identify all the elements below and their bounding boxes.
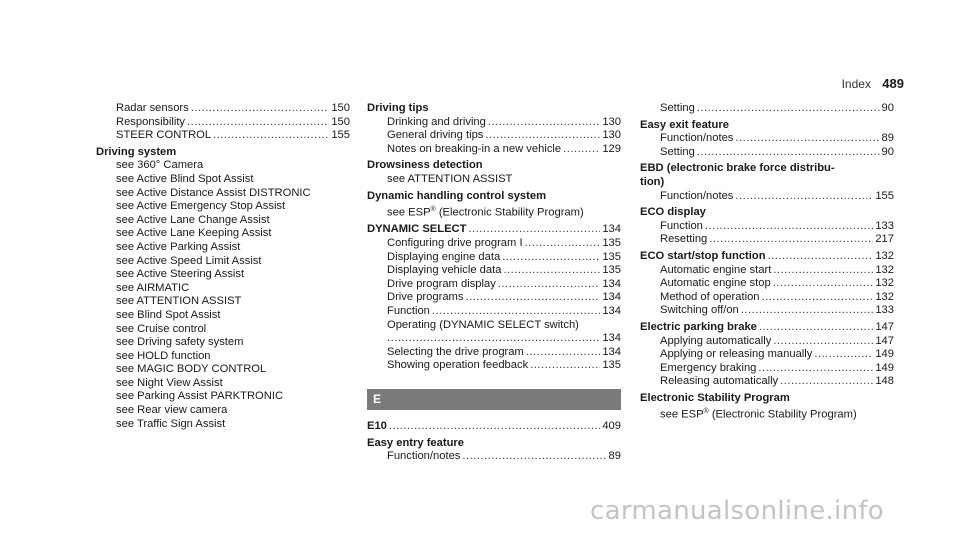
entry-page: 134 <box>602 223 621 236</box>
entry-text: Automatic engine start <box>660 263 772 276</box>
see-text: (Electronic Stability Program) <box>708 409 857 422</box>
index-heading: Easy exit feature <box>640 118 729 131</box>
index-entry <box>640 146 894 160</box>
entry-text: Switching off/on <box>660 304 739 317</box>
index-heading-entry <box>640 250 894 264</box>
entry-text: Drive program display <box>387 277 496 290</box>
entry-text: Displaying vehicle data <box>387 264 502 277</box>
see-item: see Blind Spot Assist <box>116 308 221 321</box>
entry-page: 148 <box>875 375 894 388</box>
see-item: see Parking Assist PARKTRONIC <box>116 390 284 403</box>
index-heading: Drowsiness detection <box>367 159 483 172</box>
entry-page: 409 <box>602 420 621 433</box>
entry-text: Resetting <box>660 233 708 246</box>
entry-page: 130 <box>602 115 621 128</box>
index-entry <box>367 237 621 251</box>
section-letter-bar: E <box>367 389 621 410</box>
registered-mark: ® <box>430 206 436 214</box>
see-item: see Traffic Sign Assist <box>116 417 226 430</box>
index-column-3 <box>640 102 894 423</box>
entry-text: ECO start/stop function <box>640 249 766 262</box>
index-heading: Driving tips <box>367 102 429 114</box>
registered-mark: ® <box>703 408 709 416</box>
entry-page: 147 <box>875 320 894 333</box>
see-item: see Active Lane Keeping Assist <box>116 227 272 240</box>
entry-page: 134 <box>602 345 621 358</box>
entry-text: Function <box>387 305 430 318</box>
see-item: see Active Lane Change Assist <box>116 213 270 226</box>
entry-page: 217 <box>875 233 894 246</box>
see-list <box>96 159 350 431</box>
index-entry <box>640 362 894 376</box>
index-entry <box>96 102 350 116</box>
entry-text: Responsibility <box>116 115 186 128</box>
index-entry <box>640 348 894 362</box>
entry-page: 135 <box>602 237 621 250</box>
entry-text: Setting <box>660 102 695 114</box>
entry-page: 135 <box>602 250 621 263</box>
index-entry <box>640 233 894 247</box>
header-page-number: 489 <box>882 76 904 91</box>
index-column-1 <box>96 102 350 431</box>
index-column-2 <box>367 102 621 464</box>
entry-page: 135 <box>602 359 621 372</box>
entry-page: 149 <box>875 348 894 361</box>
entry-text: Releasing automatically <box>660 375 779 388</box>
entry-text: Drinking and driving <box>387 115 486 128</box>
entry-page: 155 <box>875 189 894 202</box>
index-entry <box>367 278 621 292</box>
entry-text: Drive programs <box>387 291 464 304</box>
entry-text: General driving tips <box>387 129 484 142</box>
watermark: carmanualsonline.info <box>590 496 885 526</box>
index-entry <box>367 143 621 157</box>
index-heading-entry <box>640 321 894 335</box>
index-entry <box>640 304 894 318</box>
see-item: see Driving safety system <box>116 336 244 349</box>
see-item: see ATTENTION ASSIST <box>116 295 242 308</box>
see-item: see Active Parking Assist <box>116 240 241 253</box>
index-entry <box>367 291 621 305</box>
entry-text: Radar sensors <box>116 102 189 114</box>
entry-page: 150 <box>331 102 350 114</box>
entry-text: Configuring drive program I <box>387 237 523 250</box>
entry-page: 90 <box>881 145 894 158</box>
header-title: Index <box>841 77 871 91</box>
entry-page: 130 <box>602 129 621 142</box>
index-entry <box>367 129 621 143</box>
entry-page: 134 <box>602 332 621 345</box>
index-entry <box>367 116 621 130</box>
see-item: see Cruise control <box>116 322 207 335</box>
entry-text: Applying or releasing manually <box>660 348 813 361</box>
entry-text: Electric parking brake <box>640 320 757 333</box>
index-entry <box>640 102 894 116</box>
entry-page: 129 <box>602 142 621 155</box>
entry-page: 89 <box>881 132 894 145</box>
see-item: see AIRMATIC <box>116 281 190 294</box>
index-entry <box>367 264 621 278</box>
page-header <box>842 76 904 91</box>
entry-page: 132 <box>875 277 894 290</box>
entry-text: Emergency braking <box>660 361 757 374</box>
index-entry <box>640 375 894 389</box>
see-item: see Active Blind Spot Assist <box>116 172 254 185</box>
entry-page: 133 <box>875 219 894 232</box>
entry-text: Applying automatically <box>660 334 772 347</box>
index-heading: Electronic Stability Program <box>640 391 790 404</box>
entry-text: Operating (DYNAMIC SELECT switch) <box>387 318 579 331</box>
index-entry <box>367 359 621 373</box>
entry-text: Method of operation <box>660 290 760 303</box>
index-entry <box>96 129 350 143</box>
see-item: see Active Distance Assist DISTRONIC <box>116 186 311 199</box>
entry-page: 89 <box>608 450 621 463</box>
entry-page: 149 <box>875 361 894 374</box>
index-entry <box>640 335 894 349</box>
entry-page: 134 <box>602 291 621 304</box>
index-heading: Driving system <box>96 145 177 158</box>
entry-page: 155 <box>331 129 350 142</box>
entry-text: Showing operation feedback <box>387 359 529 372</box>
index-entry <box>640 264 894 278</box>
index-entry <box>367 251 621 265</box>
index-heading: ECO display <box>640 206 706 219</box>
index-heading: EBD (electronic brake force distribu- <box>640 162 835 175</box>
entry-page: 90 <box>881 102 894 114</box>
see-item <box>367 203 621 220</box>
see-item: see Active Steering Assist <box>116 268 245 281</box>
entry-text: E10 <box>367 420 387 433</box>
entry-text: Function/notes <box>387 450 461 463</box>
entry-page: 135 <box>602 264 621 277</box>
see-item: see Active Speed Limit Assist <box>116 254 262 267</box>
index-entry <box>96 116 350 130</box>
index-entry <box>640 132 894 146</box>
entry-text: Function/notes <box>660 132 734 145</box>
index-heading-continued: tion) <box>640 175 665 188</box>
see-item: see Rear view camera <box>116 404 228 417</box>
see-item: see HOLD function <box>116 349 211 362</box>
see-item: see Night View Assist <box>116 376 223 389</box>
entry-text: Function/notes <box>660 189 734 202</box>
entry-page: 134 <box>602 277 621 290</box>
see-text: see ESP <box>660 409 704 422</box>
entry-text: STEER CONTROL <box>116 129 212 142</box>
entry-text: Selecting the drive program <box>387 345 524 358</box>
see-item <box>640 405 894 422</box>
index-entry <box>367 305 621 319</box>
index-entry <box>640 220 894 234</box>
entry-page: 132 <box>875 290 894 303</box>
index-heading: Easy entry feature <box>367 436 465 449</box>
index-entry <box>640 291 894 305</box>
see-item: see MAGIC BODY CONTROL <box>116 363 267 376</box>
see-item: see 360° Camera <box>116 159 204 172</box>
entry-text: Notes on breaking-in a new vehicle <box>387 142 562 155</box>
index-heading: Dynamic handling control system <box>367 189 547 202</box>
index-heading-entry <box>367 420 621 434</box>
see-item: see Active Emergency Stop Assist <box>116 200 286 213</box>
index-entry <box>367 450 621 464</box>
index-entry <box>640 190 894 204</box>
index-entry-continued <box>367 332 621 346</box>
index-entry <box>640 277 894 291</box>
entry-page: 134 <box>602 305 621 318</box>
index-entry <box>367 346 621 360</box>
see-item: see ATTENTION ASSIST <box>387 172 513 185</box>
entry-text: Displaying engine data <box>387 250 501 263</box>
entry-page: 132 <box>875 249 894 262</box>
entry-page: 133 <box>875 304 894 317</box>
entry-text: Setting <box>660 145 695 158</box>
entry-page: 147 <box>875 334 894 347</box>
entry-text: Automatic engine stop <box>660 277 771 290</box>
see-text: see ESP <box>387 206 431 219</box>
see-text: (Electronic Stability Program) <box>435 206 584 219</box>
entry-page: 150 <box>331 115 350 128</box>
index-heading-entry <box>367 223 621 237</box>
entry-text: Function <box>660 219 703 232</box>
entry-page: 132 <box>875 263 894 276</box>
entry-text: DYNAMIC SELECT <box>367 223 467 236</box>
